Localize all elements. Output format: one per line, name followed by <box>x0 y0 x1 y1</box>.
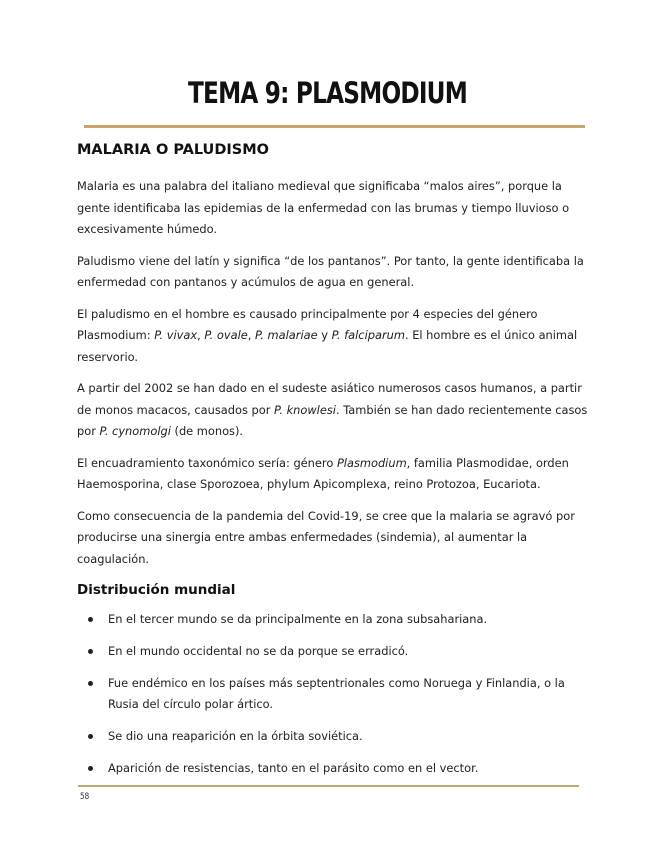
bullet-icon <box>88 766 93 771</box>
bullet-icon <box>88 649 93 654</box>
list-item <box>77 758 597 779</box>
species-name: P. ovale <box>204 328 248 342</box>
text-run: , <box>197 328 205 342</box>
species-name: P. knowlesi <box>274 402 336 417</box>
list-item <box>77 726 597 747</box>
list-item-text: Fue endémico en los países más septentrionales como Noruega y Finlandia, o la Rusia del círculo polar ártico. <box>108 676 565 711</box>
list-item <box>77 673 597 715</box>
paragraph-taxonomy <box>77 453 597 496</box>
species-name: P. vivax <box>154 328 198 342</box>
text-run: . También se han dado recientemente casos por <box>77 402 588 438</box>
genus-name: Plasmodium <box>336 455 407 470</box>
page-number: 58 <box>80 792 90 802</box>
bullet-icon <box>88 734 93 739</box>
text-run: . El hombre es el único animal reservorio. <box>77 328 578 364</box>
species-name: P. malariae <box>255 328 318 342</box>
paragraph-species <box>77 304 597 369</box>
list-item-text: Se dio una reaparición en la órbita soviética. <box>108 729 363 743</box>
bullet-icon <box>88 681 93 686</box>
text-run: El paludismo en el hombre es causado principalmente por 4 especies del género Plasmodium: <box>77 306 538 342</box>
chapter-title: TEMA 9: PLASMODIUM <box>188 76 467 110</box>
list-item-text: Aparición de resistencias, tanto en el parásito como en el vector. <box>108 761 479 775</box>
species-name: P. cynomolgi <box>99 424 171 438</box>
paragraph-covid: Como consecuencia de la pandemia del Covid-19, se cree que la malaria se agravó por producirse una sinergia entre ambas enfermedades (sindemia), al aumentar la coagulación. <box>77 508 575 566</box>
list-item <box>77 609 597 630</box>
species-name: P. falciparum <box>331 328 405 342</box>
list-item-text: En el tercer mundo se da principalmente en la zona subsahariana. <box>108 612 488 626</box>
title-divider <box>84 125 585 128</box>
body-text <box>77 176 597 790</box>
paragraph-paludismo-etymology: Paludismo viene del latín y significa “de los pantanos”. Por tanto, la gente identificaba la enfermedad con pantanos y acúmulos de agua en general. <box>77 253 584 289</box>
text-run: (de monos). <box>170 424 244 438</box>
text-run: , familia Plasmodidae, orden Haemosporina, clase Sporozoea, phylum Apicomplexa, reino Protozoa, Eucariota. <box>77 455 569 491</box>
text-run: El encuadramiento taxonómico sería: género <box>77 455 337 470</box>
bullet-icon <box>88 617 93 622</box>
paragraph-southeast-asia <box>77 378 597 443</box>
list-item <box>77 641 597 662</box>
distribution-list <box>77 609 597 779</box>
footer-divider <box>78 785 579 787</box>
list-item-text: En el mundo occidental no se da porque se erradicó. <box>108 644 409 658</box>
distribution-heading: Distribución mundial <box>77 582 236 598</box>
text-run: y <box>317 328 332 342</box>
section-heading: MALARIA O PALUDISMO <box>77 142 269 158</box>
text-run: , <box>247 328 256 342</box>
paragraph-malaria-etymology: Malaria es una palabra del italiano medieval que significaba “malos aires”, porque la gente identificaba las epidemias de la enfermedad con las brumas y tiempo lluvioso o excesivamente húmedo. <box>77 179 570 236</box>
text-run: A partir del 2002 se han dado en el sudeste asiático numerosos casos humanos, a partir de monos macacos, causados por <box>77 381 582 417</box>
